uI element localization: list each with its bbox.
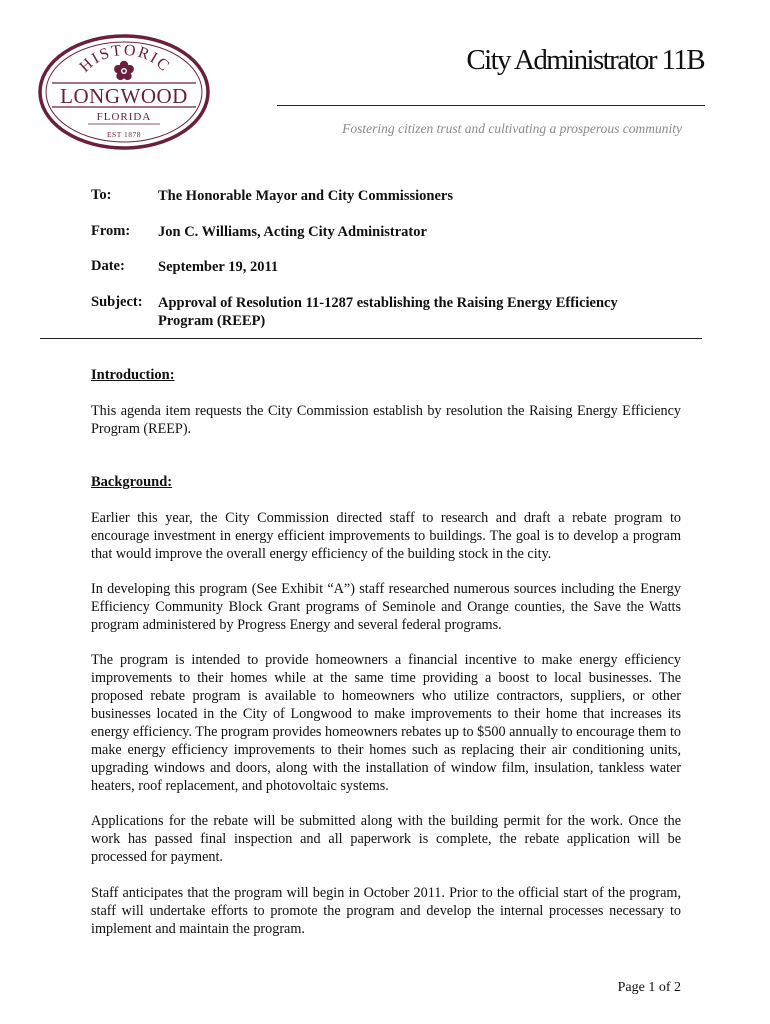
memo-to-value: The Honorable Mayor and City Commissioners [158,188,453,204]
memo-date-value: September 19, 2011 [158,259,279,275]
document-title: City Administrator 11B [466,44,704,76]
background-paragraph-2: In developing this program (See Exhibit “A”) staff researched numerous sources including the Energy Efficiency Community Block Grant programs of Seminole and Orange counties, the Save the Watts program administered by Progress Energy and several federal programs. [91,581,681,633]
page-number: Page 1 of 2 [617,980,681,995]
memo-from-value: Jon C. Williams, Acting City Administrator [158,224,427,240]
background-paragraph-4: Applications for the rebate will be submitted along with the building permit for the work. Once the work has passed final inspection and all paperwork is complete, the rebate application will be processed for payment. [91,813,681,865]
memo-date-label: Date: [91,258,125,274]
logo-historic-text: HISTORIC [76,41,174,76]
introduction-paragraph: This agenda item requests the City Commission establish by resolution the Raising Energy Efficiency Program (REEP). [91,403,681,437]
background-paragraph-3: The program is intended to provide homeowners a financial incentive to make energy efficiency improvements to their homes while at the same time providing a boost to local businesses. The proposed rebate program is available to homeowners who utilize contractors, suppliers, or other businesses located in the City of Longwood to make improvements to their home that increases its energy efficiency. The program provides homeowners rebates up to $500 annually to encourage them to make energy efficiency improvements to their homes such as replacing their air conditioning units, upgrading windows and doors, along with the installation of window film, insulation, tankless water heaters, roof replacement, and photovoltaic systems. [91,652,681,794]
logo-name-text: LONGWOOD [60,84,188,108]
memo-from-label: From: [91,223,131,239]
tagline: Fostering citizen trust and cultivating a prosperous community [342,121,682,136]
background-paragraph-5: Staff anticipates that the program will begin in October 2011. Prior to the official start of the program, staff will undertake efforts to promote the program and develop the internal processes necessary to implement and maintain the program. [91,885,681,937]
logo-established-text: EST 1878 [106,130,142,139]
logo-state-text: FLORIDA [96,111,152,123]
memo-to-label: To: [91,187,112,203]
memo-divider [40,338,702,339]
background-heading: Background: [91,474,173,490]
memo-subject-value: Approval of Resolution 11-1287 establishing the Raising Energy Efficiency Program (REEP) [158,295,618,329]
introduction-heading: Introduction: [91,367,175,383]
longwood-logo [38,34,210,150]
memo-subject-label: Subject: [91,294,143,310]
background-paragraph-1: Earlier this year, the City Commission directed staff to research and draft a rebate program to encourage investment in energy efficient improvements to buildings. The goal is to develop a program that would improve the overall energy efficiency of the building stock in the city. [91,510,681,562]
header-divider [277,105,705,106]
